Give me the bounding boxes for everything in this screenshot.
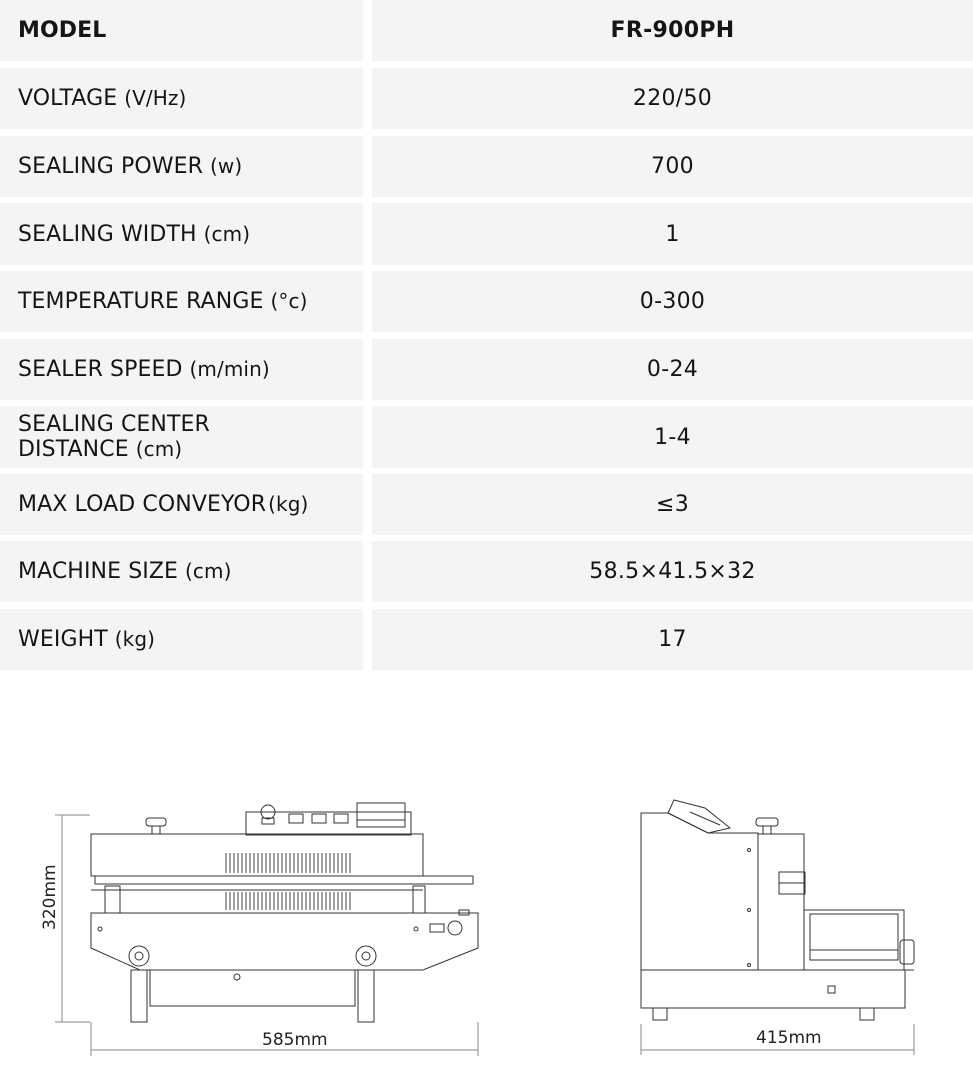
spec-label-text: VOLTAGE <box>18 86 118 111</box>
table-header-row <box>0 0 973 61</box>
model-value: FR-900PH <box>372 0 973 61</box>
spec-label-text: DISTANCE <box>18 437 129 462</box>
spec-unit: (V/Hz) <box>124 86 187 110</box>
table-row-sealer-speed <box>0 339 973 400</box>
spec-value: 17 <box>372 609 973 670</box>
spec-label-text: SEALER SPEED <box>18 357 183 382</box>
spec-label-text: MAX LOAD CONVEYOR <box>18 492 267 517</box>
spec-label-line2 <box>18 437 210 462</box>
spec-label <box>0 406 363 468</box>
spec-value: 0-300 <box>372 271 973 332</box>
spec-label <box>0 68 363 129</box>
front-width-label: 585mm <box>262 1030 328 1050</box>
spec-label-text: SEALING POWER <box>18 154 203 179</box>
table-row-weight <box>0 609 973 670</box>
table-row-max-load-conveyor <box>0 474 973 535</box>
spec-unit: (cm) <box>135 437 183 461</box>
spec-value: ≤3 <box>372 474 973 535</box>
spec-label <box>0 541 363 602</box>
spec-label <box>0 609 363 670</box>
spec-value: 1 <box>372 203 973 265</box>
spec-label-text: MACHINE SIZE <box>18 559 179 584</box>
spec-label-line1: SEALING CENTER <box>18 412 210 437</box>
spec-unit: (cm) <box>203 221 251 246</box>
spec-value: 220/50 <box>372 68 973 129</box>
front-height-label: 320mm <box>40 864 60 930</box>
spec-unit: (kg) <box>114 627 156 651</box>
side-view-drawing <box>641 800 914 1055</box>
spec-value: 0-24 <box>372 339 973 400</box>
spec-label-lines <box>18 412 210 462</box>
spec-label <box>0 203 363 265</box>
table-row-voltage <box>0 68 973 129</box>
side-width-label: 415mm <box>756 1028 822 1048</box>
spec-label <box>0 136 363 197</box>
front-view-drawing <box>55 803 478 1056</box>
table-row-sealing-width <box>0 203 973 265</box>
model-label: MODEL <box>0 0 363 61</box>
spec-value: 58.5×41.5×32 <box>372 541 973 602</box>
spec-unit: (w) <box>209 154 243 178</box>
spec-value: 700 <box>372 136 973 197</box>
table-row-machine-size <box>0 541 973 602</box>
table-row-sealing-power <box>0 136 973 197</box>
spec-label-text: WEIGHT <box>18 627 108 652</box>
spec-label <box>0 339 363 400</box>
spec-label <box>0 474 363 535</box>
technical-drawings <box>0 790 973 1078</box>
spec-unit: (°c) <box>270 289 308 313</box>
spec-value: 1-4 <box>372 406 973 468</box>
spec-label <box>0 271 363 332</box>
table-row-sealing-center-distance <box>0 406 973 468</box>
spec-label-text: SEALING WIDTH <box>18 221 197 247</box>
spec-label-text: TEMPERATURE RANGE <box>18 289 264 314</box>
spec-unit: (kg) <box>268 492 309 516</box>
spec-unit: (cm) <box>185 559 232 583</box>
table-row-temperature-range <box>0 271 973 332</box>
spec-unit: (m/min) <box>189 357 270 381</box>
